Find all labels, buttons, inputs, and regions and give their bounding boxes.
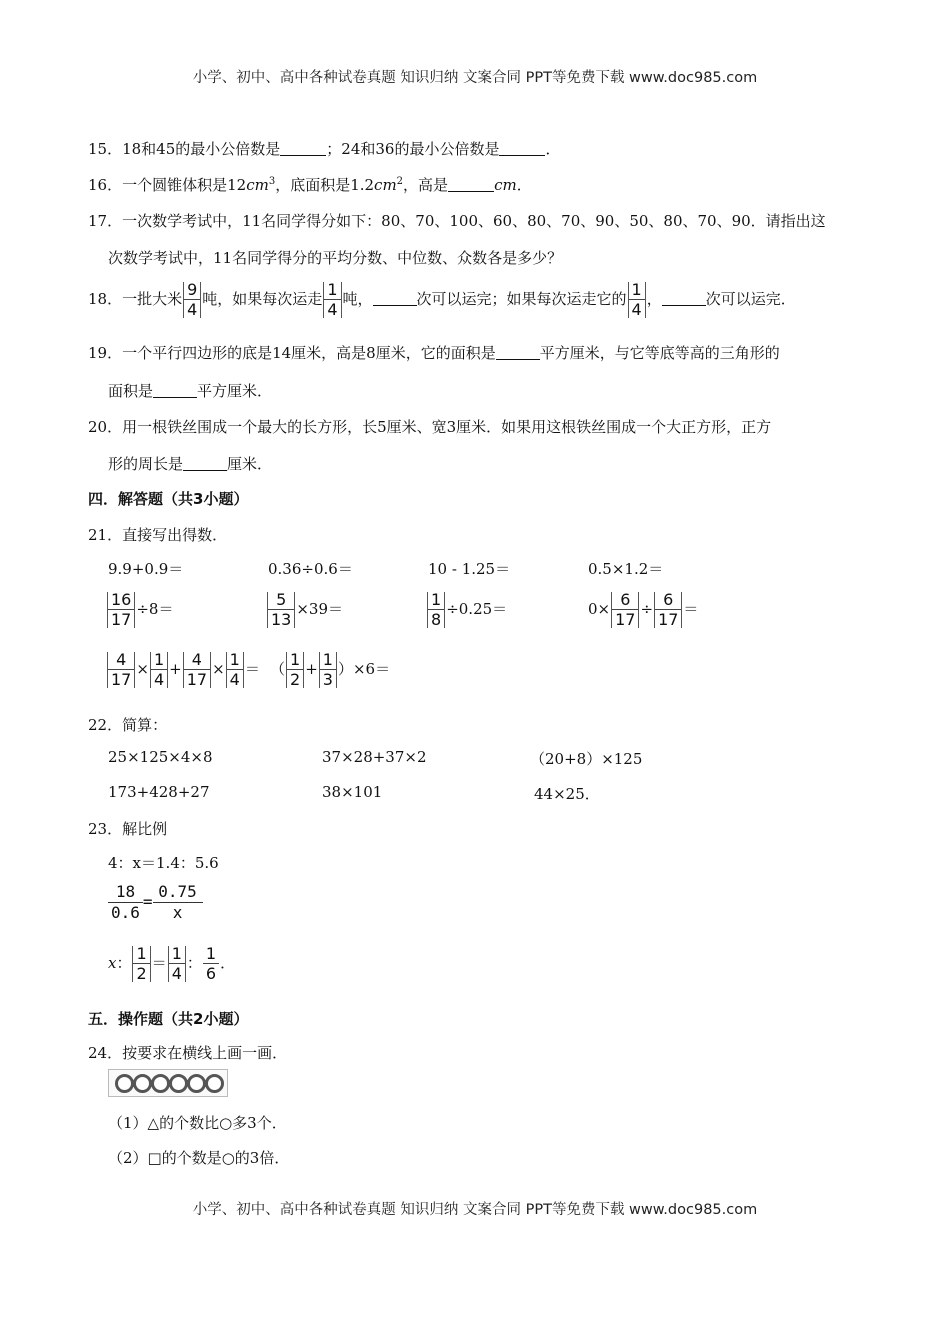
fraction: $\frac{16}{17}$ — [107, 592, 135, 628]
calc-item: $\frac{5}{13}$ ×39＝ — [266, 592, 343, 628]
section-heading: 四．解答题（共3小题） — [88, 490, 249, 508]
proportion-3: x： $\frac{1}{2}$ ＝ $\frac{1}{4}$ ： $\frac{1}{6}$ ． — [108, 944, 236, 983]
question-19-cont: 面积是 平方厘米． — [108, 382, 273, 400]
answer-blank[interactable] — [448, 176, 494, 192]
circle-icon — [115, 1074, 134, 1093]
answer-blank[interactable] — [662, 290, 706, 306]
proportion-2: $\frac{18}{0.6}$ = $\frac{0.75}{x}$ — [108, 884, 203, 922]
calc-item: 9.9+0.9＝ — [108, 560, 184, 578]
fraction: $\frac{1}{4}$ — [150, 652, 168, 688]
fraction: $\frac{1}{4}$ — [628, 282, 646, 318]
question-19: 19．一个平行四边形的底是14厘米，高是8厘米，它的面积是 平方厘米，与它等底等高的三角形的 — [88, 344, 780, 362]
question-number: 24． — [88, 1044, 123, 1062]
question-17: 17．一次数学考试中，11名同学得分如下：80、70、100、60、80、70、90、50、80、70、90．请指出这 — [88, 212, 826, 230]
question-number: 23． — [88, 820, 123, 838]
calc-item: 0× $\frac{6}{17}$ ÷ $\frac{6}{17}$ ＝ — [588, 590, 699, 629]
fraction: $\frac{4}{17}$ — [183, 652, 211, 688]
circle-icon — [151, 1074, 170, 1093]
answer-blank[interactable] — [496, 344, 540, 360]
circle-icon — [169, 1074, 188, 1093]
fraction: $\frac{1}{8}$ — [427, 592, 445, 628]
fraction: $\frac{6}{17}$ — [611, 592, 639, 628]
calc-item: $\frac{4}{17}$ × $\frac{1}{4}$ + $\frac{4}{17}$ × $\frac{1}{4}$ ＝ — [106, 652, 260, 688]
calc-item: 10 - 1.25＝ — [428, 560, 511, 578]
calc-item: $\frac{16}{17}$ ÷8＝ — [106, 592, 173, 628]
answer-blank[interactable] — [280, 140, 326, 156]
question-21: 21．直接写出得数． — [88, 526, 228, 544]
calc-item: 173+428+27 — [108, 783, 210, 801]
question-24: 24．按要求在横线上画一画． — [88, 1044, 288, 1062]
question-number: 20． — [88, 418, 123, 436]
section-heading: 五．操作题（共2小题） — [88, 1010, 249, 1028]
answer-blank[interactable] — [153, 382, 197, 398]
question-23: 23．解比例 — [88, 820, 168, 838]
fraction: $\frac{1}{4}$ — [323, 282, 341, 318]
circle-icon — [133, 1074, 152, 1093]
calc-item: $\frac{1}{8}$ ÷0.25＝ — [426, 592, 507, 628]
circle-icon — [187, 1074, 206, 1093]
calc-item: （20+8）×125 — [530, 750, 643, 768]
question-18: 18．一批大米 $\frac{9}{4}$ 吨，如果每次运走 $\frac{1}{4}$ 吨， 次可以运完；如果每次运走它的 $\frac{1}{4}$ ， 次可以运完． — [88, 280, 796, 319]
question-number: 18． — [88, 290, 123, 308]
page-header: 小学、初中、高中各种试卷真题 知识归纳 文案合同 PPT等免费下载 www.doc985.com — [192, 70, 758, 86]
question-number: 21． — [88, 526, 123, 544]
circle-figure — [108, 1069, 228, 1097]
question-17-cont: 次数学考试中，11名同学得分的平均分数、中位数、众数各是多少？ — [108, 249, 563, 267]
question-number: 19． — [88, 344, 123, 362]
question-15: 15．18和45的最小公倍数是 ；24和36的最小公倍数是 ． — [88, 140, 561, 158]
fraction: $\frac{5}{13}$ — [267, 592, 295, 628]
fraction: $\frac{18}{0.6}$ — [108, 884, 143, 922]
fraction: $\frac{0.75}{x}$ — [153, 884, 203, 922]
calc-item: （ $\frac{1}{2}$ + $\frac{1}{3}$ ）×6＝ — [270, 650, 391, 689]
question-number: 17． — [88, 212, 123, 230]
fraction: $\frac{4}{17}$ — [107, 652, 135, 688]
question-16: 16．一个圆锥体积是$12cm^3$，底面积是$1.2cm^2$，高是 cm． — [88, 176, 532, 194]
calc-item: 25×125×4×8 — [108, 748, 213, 766]
question-20-cont: 形的周长是 厘米． — [108, 455, 273, 473]
answer-blank[interactable] — [183, 455, 227, 471]
answer-blank[interactable] — [499, 140, 545, 156]
calc-item: 0.36÷0.6＝ — [268, 560, 353, 578]
fraction: $\frac{1}{4}$ — [226, 652, 244, 688]
fraction: $\frac{1}{6}$ — [203, 946, 219, 982]
page-footer: 小学、初中、高中各种试卷真题 知识归纳 文案合同 PPT等免费下载 www.doc985.com — [192, 1202, 758, 1218]
question-number: 16． — [88, 176, 123, 194]
fraction: $\frac{6}{17}$ — [654, 592, 682, 628]
calc-item: 0.5×1.2＝ — [588, 560, 664, 578]
question-22: 22．简算： — [88, 716, 168, 734]
fraction: $\frac{1}{2}$ — [132, 946, 150, 982]
calc-item: 38×101 — [322, 783, 383, 801]
fraction: $\frac{9}{4}$ — [183, 282, 201, 318]
sub-question: （1）△的个数比○多3个． — [108, 1114, 287, 1132]
question-number: 22． — [88, 716, 123, 734]
calc-item: 37×28+37×2 — [322, 748, 427, 766]
fraction: $\frac{1}{2}$ — [286, 652, 304, 688]
answer-blank[interactable] — [373, 290, 417, 306]
fraction: $\frac{1}{3}$ — [319, 652, 337, 688]
calc-item: 44×25． — [534, 785, 600, 803]
circle-icon — [205, 1074, 224, 1093]
question-20: 20．用一根铁丝围成一个最大的长方形，长5厘米、宽3厘米．如果用这根铁丝围成一个大正方形，正方 — [88, 418, 772, 436]
sub-question: （2）□的个数是○的3倍． — [108, 1149, 290, 1167]
fraction: $\frac{1}{4}$ — [168, 946, 186, 982]
proportion-1: 4：x＝1.4：5.6 — [108, 854, 219, 872]
question-number: 15． — [88, 140, 123, 158]
